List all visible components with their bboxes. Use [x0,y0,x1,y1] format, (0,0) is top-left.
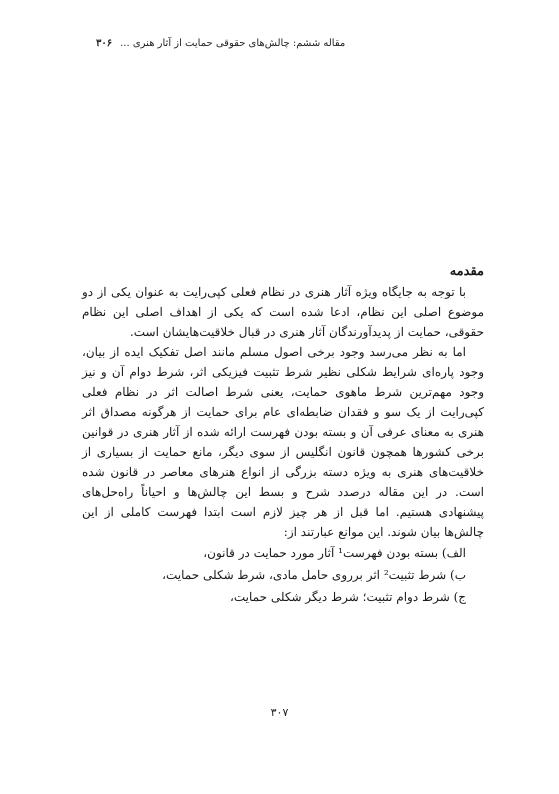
running-title: مقاله ششم: چالش‌های حقوقی حمایت از آثار هنری ... [120,38,346,49]
main-content [82,262,484,608]
page-footer [0,706,559,719]
obstacles-list [82,542,484,608]
section-title: مقدمه [449,264,484,279]
running-header [96,38,474,49]
paragraph-2: اما به نظر می‌رسد وجود برخی اصول مسلم مانند اصل تفکیک ایده از بیان، وجود پاره‌ای شرایط شکلی نظیر شرط تثبیت فیزیکی اثر، شرط دوام آن و نیز وجود مهم‌ترین شرط ماهوی حمایت، یعنی شرط اصالت اثر در نظام فعلی کپی‌رایت از یک سو و فقدان ضابطه‌ای عام برای حمایت از هرگونه مصداق اثر هنری به معنای عرفی آن و بسته بودن فهرست ارائه شده از آثار هنری در قوانین برخی کشورها همچون قانون انگلیس از سوی دیگر، مانع حمایت از بسیاری از خلاقیت‌های هنری به ویژه دسته بزرگی از انواع هنرهای معاصر در قانون شده است. در این مقاله درصدد شرح و بسط این چالش‌ها و احیاناً راه‌حل‌های پیشنهادی هستیم. اما قبل از هر چیز لازم است ابتدا فهرست کاملی از این چالش‌ها بیان شوند. این موانع عبارتند از: [82,345,484,539]
paragraph-1: با توجه به جایگاه ویژه آثار هنری در نظام فعلی کپی‌رایت به عنوان یکی از دو موضوع اصلی این نظام، ادعا شده است که یکی از اهداف اصلی این نظام حقوقی، حمایت از پدیدآورندگان آثار هنری در قبال خلاقیت‌هایشان است. [82,285,484,339]
list-item: الف) بسته بودن فهرست¹ آثار مورد حمایت در قانون، [203,546,466,560]
footer-page-number: ۳۰۷ [270,706,289,719]
list-item: ب) شرط تثبیت² اثر برروی حامل مادی، شرط شکلی حمایت، [162,568,466,582]
header-page-number: ۳۰۶ [96,38,113,49]
list-item: ج) شرط دوام تثبیت؛ شرط دیگر شکلی حمایت، [230,590,466,604]
